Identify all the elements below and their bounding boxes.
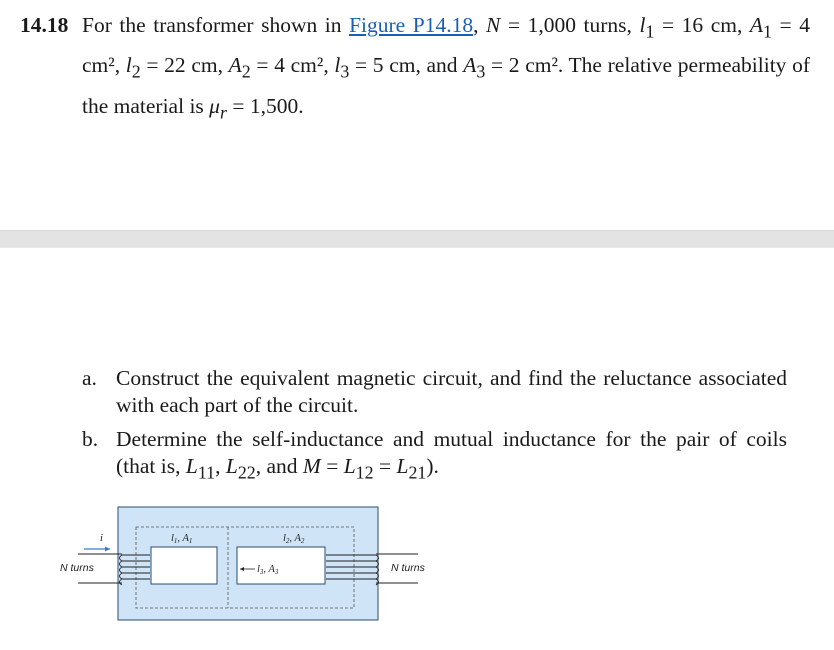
- label-l2-a2: l2, A2: [283, 533, 305, 545]
- section-divider: [0, 230, 834, 248]
- right-window: [237, 547, 325, 584]
- label-l1-a1: l1, A1: [171, 533, 193, 545]
- current-label: i: [100, 533, 103, 544]
- part-b: b. Determine the self-inductance and mutual inductance for the pair of coils (that is, $L_{11}$, $L_{22}$, and $M = L_{12} = L_{21}$).: [82, 427, 787, 483]
- right-coil-label: N turns: [391, 562, 425, 574]
- problem-parts: [82, 365, 787, 493]
- transformer-figure: [58, 505, 438, 625]
- transformer-diagram: [58, 505, 438, 625]
- problem-statement: [20, 8, 810, 129]
- part-a: a. Construct the equivalent magnetic circuit, and find the reluctance associated with each part of the circuit.: [82, 366, 787, 417]
- figure-link[interactable]: Figure P14.18: [349, 13, 474, 37]
- problem-number: 14.18: [20, 13, 69, 37]
- left-coil-label: N turns: [60, 562, 94, 574]
- left-window: [151, 547, 217, 584]
- problem-text: For the transformer shown in Figure P14.18, N = 1,000 turns, $l_1 = 16$ cm, $A_1 = 4$ cm², $l_2 = 22$ cm, $A_2 = 4$ cm², $l_3 = 5$ cm, and $A_3 = 2$ cm². The relative permeability of the material is $\mu_r = 1,500$.: [82, 13, 811, 122]
- label-l3-a3: l3, A3: [257, 564, 279, 576]
